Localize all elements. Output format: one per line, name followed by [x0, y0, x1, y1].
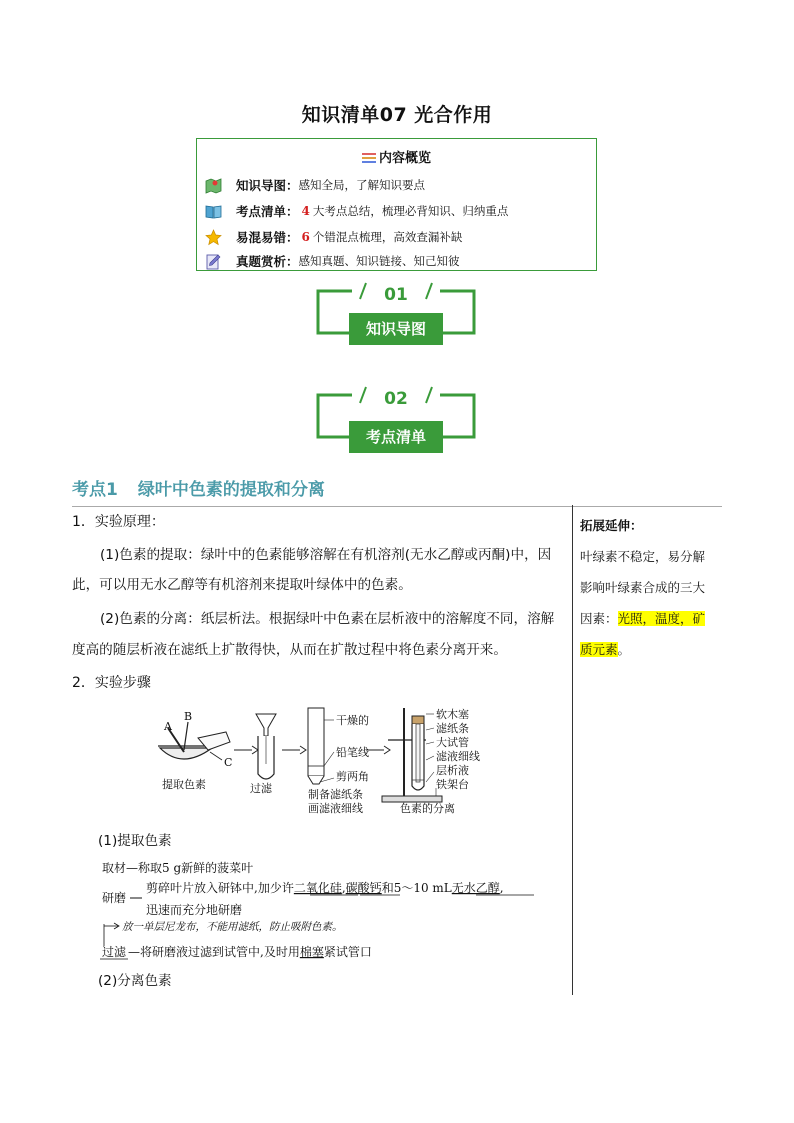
divider-line	[72, 506, 722, 507]
extraction-flow	[98, 852, 548, 970]
svg-text:画滤液细线: 画滤液细线	[308, 802, 363, 815]
svg-text:铅笔线: 铅笔线	[336, 746, 369, 759]
svg-text:铁架台: 铁架台	[436, 778, 469, 791]
sidebar-line-2: 影响叶绿素合成的三大	[580, 580, 706, 595]
principle-1-line-1: (1)色素的提取：绿叶中的色素能够溶解在有机溶剂(无水乙醇或丙酮)中，因	[100, 547, 552, 563]
svg-text:C: C	[224, 756, 233, 769]
section-badge-02	[306, 385, 486, 459]
content-overview-box	[196, 138, 597, 271]
overview-row-edit: 真题赏析： 感知真题、知识链接、知己知彼	[205, 251, 460, 271]
extension-sidebar	[580, 510, 722, 665]
svg-text:过滤: 过滤	[250, 782, 272, 795]
svg-text:提取色素: 提取色素	[162, 778, 206, 791]
svg-text:放一单层尼龙布，不能用滤纸，防止吸附色素。: 放一单层尼龙布，不能用滤纸，防止吸附色素。	[122, 921, 343, 933]
svg-text:大试管: 大试管	[436, 736, 469, 749]
svg-text:制备滤纸条: 制备滤纸条	[308, 788, 363, 801]
overview-row-book: 考点清单： 4 大考点总结，梳理必背知识、归纳重点	[205, 201, 508, 221]
sidebar-line-1: 叶绿素不稳定，易分解	[580, 549, 706, 564]
sidebar-line-4: 质元素。	[580, 642, 631, 657]
step-1-heading: (1)提取色素	[98, 833, 172, 849]
svg-text:剪碎叶片放入研钵中,加少许二氧化硅,碳酸钙和5～10 mL无: 剪碎叶片放入研钵中,加少许二氧化硅,碳酸钙和5～10 mL无水乙醇,	[146, 881, 504, 895]
star-icon	[205, 229, 222, 246]
book-icon	[205, 203, 222, 220]
overview-header: 内容概览	[197, 147, 596, 166]
steps-heading: 2．实验步骤	[72, 675, 151, 691]
document-title: 知识清单07 光合作用	[301, 104, 493, 126]
iron-stand-drawing	[382, 708, 442, 802]
overview-row-star: 易混易错： 6 个错混点梳理，高效查漏补缺	[205, 227, 462, 247]
edit-icon	[205, 253, 222, 270]
sidebar-line-3: 因素：光照，温度，矿	[580, 611, 706, 626]
principle-heading: 1．实验原理：	[72, 514, 165, 530]
column-divider	[572, 505, 573, 995]
svg-text:A: A	[164, 720, 172, 733]
svg-text:滤液细线: 滤液细线	[436, 750, 480, 763]
svg-text:研磨: 研磨	[102, 891, 127, 905]
experiment-diagram	[150, 700, 482, 824]
section-label: 考点清单	[349, 421, 443, 453]
list-icon	[362, 153, 376, 163]
filter-strip-drawing	[308, 708, 334, 784]
principle-2-line-1: (2)色素的分离：纸层析法。根据绿叶中色素在层析液中的溶解度不同，溶解	[100, 611, 555, 627]
sidebar-title: 拓展延伸：	[580, 518, 643, 533]
svg-text:层析液: 层析液	[436, 764, 469, 777]
svg-text:滤纸条: 滤纸条	[436, 722, 469, 735]
principle-1-line-2: 此，可以用无水乙醇等有机溶剂来提取叶绿体中的色素。	[72, 577, 412, 593]
section-number: 01	[384, 285, 408, 305]
principle-2-line-2: 度高的随层析液在滤纸上扩散得快，从而在扩散过程中将色素分离开来。	[72, 642, 507, 658]
section-badge-01	[306, 281, 486, 355]
section-label: 知识导图	[349, 313, 443, 345]
svg-text:取材—称取5 g新鲜的菠菜叶: 取材—称取5 g新鲜的菠菜叶	[102, 861, 254, 875]
step-2-heading: (2)分离色素	[98, 973, 172, 989]
svg-text:B: B	[184, 710, 193, 723]
section-number: 02	[384, 389, 408, 409]
map-icon	[205, 177, 222, 194]
overview-row-map: 知识导图： 感知全局，了解知识要点	[205, 175, 425, 195]
svg-text:迅速而充分地研磨: 迅速而充分地研磨	[146, 903, 243, 917]
funnel-tube-drawing	[256, 714, 276, 779]
svg-text:剪两角: 剪两角	[336, 770, 369, 783]
svg-text:软木塞: 软木塞	[436, 708, 469, 721]
svg-text:过滤: 过滤	[102, 945, 127, 959]
svg-text:干燥的: 干燥的	[336, 714, 369, 727]
svg-text:—将研磨液过滤到试管中,及时用棉塞紧试管口: —将研磨液过滤到试管中,及时用棉塞紧试管口	[128, 945, 372, 959]
kaodian-heading: 考点1 绿叶中色素的提取和分离	[72, 480, 325, 500]
svg-text:色素的分离: 色素的分离	[400, 802, 455, 815]
